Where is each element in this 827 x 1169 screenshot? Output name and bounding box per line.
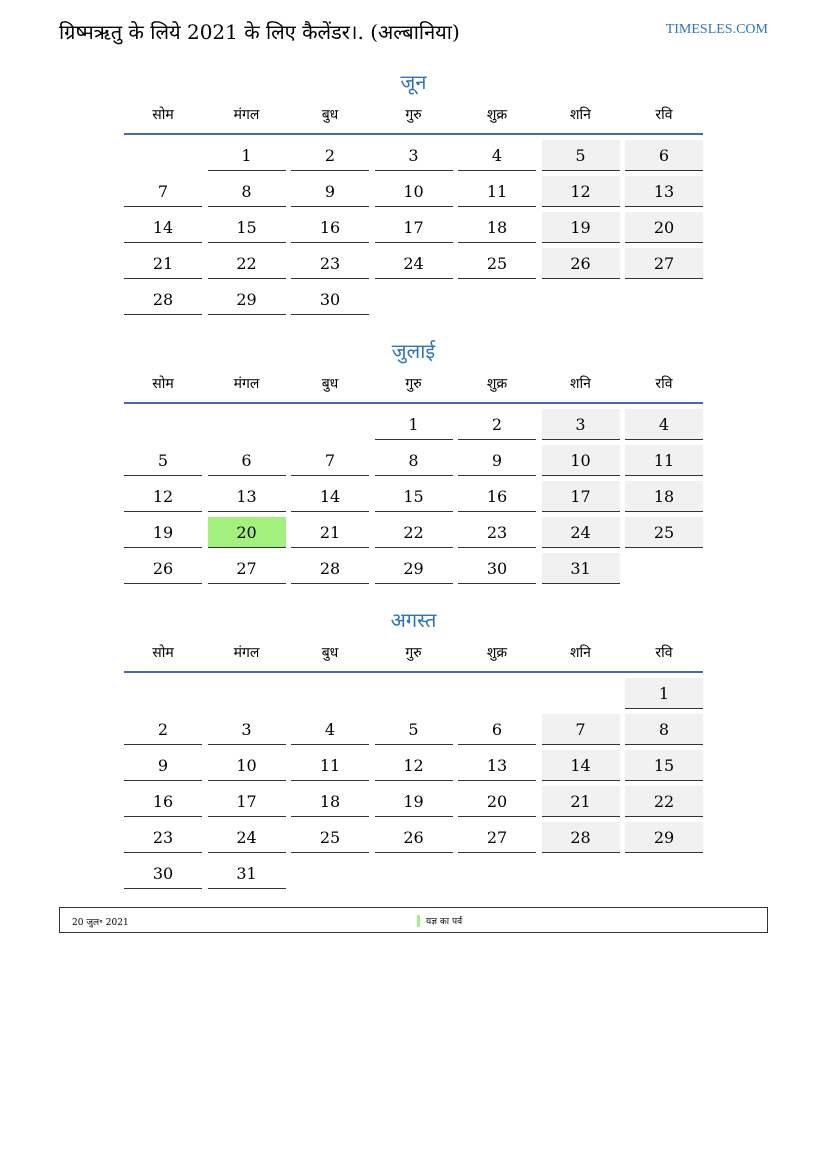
holiday-legend-swatch bbox=[417, 915, 420, 927]
empty-cell bbox=[291, 678, 369, 709]
day-cell[interactable]: 12 bbox=[124, 481, 202, 512]
day-cell[interactable]: 22 bbox=[375, 517, 453, 548]
day-cell[interactable]: 11 bbox=[458, 176, 536, 207]
month-title: अगस्त bbox=[390, 608, 437, 632]
day-cell[interactable]: 22 bbox=[208, 248, 286, 279]
day-cell[interactable]: 18 bbox=[625, 481, 703, 512]
day-cell[interactable]: 1 bbox=[625, 678, 703, 709]
day-cell[interactable]: 13 bbox=[208, 481, 286, 512]
day-cell[interactable]: 17 bbox=[208, 786, 286, 817]
day-cell[interactable]: 20 bbox=[458, 786, 536, 817]
weekday-header: गुरु bbox=[405, 376, 422, 392]
day-cell[interactable]: 14 bbox=[542, 750, 620, 781]
day-cell[interactable]: 31 bbox=[208, 858, 286, 889]
day-cell[interactable]: 31 bbox=[542, 553, 620, 584]
site-link[interactable]: TIMESLES.COM bbox=[665, 22, 768, 37]
day-cell[interactable]: 19 bbox=[375, 786, 453, 817]
weekday-header: सोम bbox=[152, 645, 174, 661]
day-cell[interactable]: 15 bbox=[625, 750, 703, 781]
day-cell[interactable]: 22 bbox=[625, 786, 703, 817]
weekday-header: रवि bbox=[655, 376, 673, 392]
day-cell[interactable]: 28 bbox=[291, 553, 369, 584]
empty-cell bbox=[542, 284, 620, 315]
empty-cell bbox=[208, 409, 286, 440]
empty-cell bbox=[291, 858, 369, 889]
day-cell[interactable]: 11 bbox=[625, 445, 703, 476]
day-cell[interactable]: 29 bbox=[375, 553, 453, 584]
day-cell[interactable]: 30 bbox=[124, 858, 202, 889]
weekday-header: मंगल bbox=[233, 376, 260, 392]
empty-cell bbox=[375, 678, 453, 709]
day-cell[interactable]: 29 bbox=[208, 284, 286, 315]
day-cell[interactable]: 4 bbox=[291, 714, 369, 745]
day-cell[interactable]: 10 bbox=[542, 445, 620, 476]
day-cell[interactable]: 30 bbox=[291, 284, 369, 315]
day-cell[interactable]: 19 bbox=[542, 212, 620, 243]
day-cell[interactable]: 26 bbox=[375, 822, 453, 853]
day-cell[interactable]: 24 bbox=[208, 822, 286, 853]
day-cell[interactable]: 23 bbox=[458, 517, 536, 548]
day-cell[interactable]: 1 bbox=[208, 140, 286, 171]
empty-cell bbox=[458, 858, 536, 889]
day-cell[interactable]: 23 bbox=[124, 822, 202, 853]
day-cell[interactable]: 2 bbox=[124, 714, 202, 745]
weekday-header: गुरु bbox=[405, 107, 422, 123]
empty-cell bbox=[625, 858, 703, 889]
page-title: ग्रिष्मऋतु के लिये 2021 के लिए कैलेंडर।. (अल्बानिया) bbox=[59, 20, 460, 44]
empty-cell bbox=[625, 284, 703, 315]
day-cell[interactable]: 17 bbox=[375, 212, 453, 243]
day-cell[interactable]: 25 bbox=[625, 517, 703, 548]
month-title: जून bbox=[400, 70, 427, 94]
holiday-legend bbox=[417, 914, 462, 927]
week-row bbox=[124, 678, 703, 714]
week-row bbox=[124, 822, 703, 858]
week-row bbox=[124, 248, 703, 284]
empty-cell bbox=[375, 858, 453, 889]
empty-cell bbox=[458, 284, 536, 315]
day-cell[interactable]: 18 bbox=[291, 786, 369, 817]
week-row bbox=[124, 445, 703, 481]
empty-cell bbox=[124, 678, 202, 709]
day-cell[interactable]: 8 bbox=[208, 176, 286, 207]
day-cell[interactable]: 10 bbox=[375, 176, 453, 207]
week-row bbox=[124, 858, 703, 894]
week-row bbox=[124, 786, 703, 822]
weekday-header: सोम bbox=[152, 107, 174, 123]
week-row bbox=[124, 714, 703, 750]
day-cell[interactable]: 6 bbox=[625, 140, 703, 171]
weekday-header: सोम bbox=[152, 376, 174, 392]
month-title: जुलाई bbox=[391, 339, 436, 363]
empty-cell bbox=[208, 678, 286, 709]
day-cell[interactable]: 27 bbox=[625, 248, 703, 279]
day-cell[interactable]: 5 bbox=[542, 140, 620, 171]
day-cell[interactable]: 25 bbox=[458, 248, 536, 279]
week-row bbox=[124, 284, 703, 320]
weekday-header: शुक्र bbox=[486, 376, 508, 392]
day-cell[interactable]: 8 bbox=[625, 714, 703, 745]
day-cell[interactable]: 20 bbox=[625, 212, 703, 243]
empty-cell bbox=[542, 678, 620, 709]
day-cell[interactable]: 27 bbox=[208, 553, 286, 584]
month-block bbox=[124, 605, 703, 894]
week-row bbox=[124, 750, 703, 786]
month-block bbox=[124, 67, 703, 320]
day-cell[interactable]: 4 bbox=[625, 409, 703, 440]
week-row bbox=[124, 409, 703, 445]
empty-cell bbox=[625, 553, 703, 584]
weekday-header-row bbox=[124, 366, 703, 404]
day-cell[interactable]: 2 bbox=[458, 409, 536, 440]
day-cell[interactable]: 29 bbox=[625, 822, 703, 853]
day-cell[interactable]: 15 bbox=[375, 481, 453, 512]
day-cell[interactable]: 14 bbox=[124, 212, 202, 243]
weekday-header: शनि bbox=[570, 645, 591, 661]
day-cell[interactable]: 5 bbox=[124, 445, 202, 476]
day-cell[interactable]: 28 bbox=[542, 822, 620, 853]
week-row bbox=[124, 212, 703, 248]
weekday-header: गुरु bbox=[405, 645, 422, 661]
week-row bbox=[124, 517, 703, 553]
empty-cell bbox=[124, 140, 202, 171]
weekday-header: शनि bbox=[570, 376, 591, 392]
day-cell[interactable]: 12 bbox=[542, 176, 620, 207]
day-cell[interactable]: 11 bbox=[291, 750, 369, 781]
weekday-header: बुध bbox=[321, 376, 339, 392]
weekday-header-row bbox=[124, 635, 703, 673]
day-cell[interactable]: 4 bbox=[458, 140, 536, 171]
weeks-grid bbox=[124, 673, 703, 894]
day-cell[interactable]: 7 bbox=[291, 445, 369, 476]
day-cell[interactable]: 24 bbox=[375, 248, 453, 279]
weekday-header: शनि bbox=[570, 107, 591, 123]
day-cell[interactable]: 7 bbox=[542, 714, 620, 745]
day-cell[interactable]: 3 bbox=[542, 409, 620, 440]
weekday-header: बुध bbox=[321, 107, 339, 123]
day-cell[interactable]: 15 bbox=[208, 212, 286, 243]
weeks-grid bbox=[124, 404, 703, 589]
day-cell[interactable]: 26 bbox=[542, 248, 620, 279]
week-row bbox=[124, 481, 703, 517]
day-cell[interactable]: 17 bbox=[542, 481, 620, 512]
empty-cell bbox=[542, 858, 620, 889]
empty-cell bbox=[124, 409, 202, 440]
day-cell[interactable]: 6 bbox=[208, 445, 286, 476]
day-cell[interactable]: 3 bbox=[208, 714, 286, 745]
day-cell[interactable]: 16 bbox=[291, 212, 369, 243]
day-cell[interactable]: 30 bbox=[458, 553, 536, 584]
weekday-header: मंगल bbox=[233, 645, 260, 661]
day-cell[interactable]: 9 bbox=[291, 176, 369, 207]
day-cell[interactable]: 1 bbox=[375, 409, 453, 440]
weekday-header: शुक्र bbox=[486, 107, 508, 123]
weekday-header-row bbox=[124, 97, 703, 135]
day-cell[interactable]: 28 bbox=[124, 284, 202, 315]
footer-legend-box bbox=[59, 907, 768, 933]
day-cell[interactable]: 16 bbox=[124, 786, 202, 817]
day-cell[interactable]: 10 bbox=[208, 750, 286, 781]
day-cell[interactable]: 16 bbox=[458, 481, 536, 512]
day-cell[interactable]: 7 bbox=[124, 176, 202, 207]
day-cell[interactable]: 9 bbox=[124, 750, 202, 781]
day-cell[interactable]: 13 bbox=[625, 176, 703, 207]
week-row bbox=[124, 553, 703, 589]
day-cell[interactable]: 21 bbox=[542, 786, 620, 817]
weekday-header: बुध bbox=[321, 645, 339, 661]
day-cell[interactable]: 23 bbox=[291, 248, 369, 279]
holiday-legend-label: यज्ञ का पर्व bbox=[426, 917, 463, 927]
footer-date: 20 जुल॰ 2021 bbox=[72, 918, 129, 928]
day-cell[interactable]: 9 bbox=[458, 445, 536, 476]
weeks-grid bbox=[124, 135, 703, 320]
day-cell[interactable]: 24 bbox=[542, 517, 620, 548]
day-cell[interactable]: 27 bbox=[458, 822, 536, 853]
day-cell[interactable]: 18 bbox=[458, 212, 536, 243]
day-cell[interactable]: 21 bbox=[291, 517, 369, 548]
day-cell[interactable]: 2 bbox=[291, 140, 369, 171]
weekday-header: रवि bbox=[655, 107, 673, 123]
empty-cell bbox=[291, 409, 369, 440]
day-cell[interactable]: 19 bbox=[124, 517, 202, 548]
day-cell[interactable]: 8 bbox=[375, 445, 453, 476]
weekday-header: रवि bbox=[655, 645, 673, 661]
day-cell[interactable]: 14 bbox=[291, 481, 369, 512]
weekday-header: शुक्र bbox=[486, 645, 508, 661]
day-cell[interactable]: 12 bbox=[375, 750, 453, 781]
day-cell[interactable]: 25 bbox=[291, 822, 369, 853]
empty-cell bbox=[458, 678, 536, 709]
week-row bbox=[124, 176, 703, 212]
weekday-header: मंगल bbox=[233, 107, 260, 123]
day-cell[interactable]: 5 bbox=[375, 714, 453, 745]
day-cell[interactable]: 21 bbox=[124, 248, 202, 279]
day-cell[interactable]: 6 bbox=[458, 714, 536, 745]
holiday-day-cell[interactable]: 20 bbox=[208, 517, 286, 548]
day-cell[interactable]: 13 bbox=[458, 750, 536, 781]
day-cell[interactable]: 26 bbox=[124, 553, 202, 584]
week-row bbox=[124, 140, 703, 176]
day-cell[interactable]: 3 bbox=[375, 140, 453, 171]
empty-cell bbox=[375, 284, 453, 315]
month-block bbox=[124, 336, 703, 589]
